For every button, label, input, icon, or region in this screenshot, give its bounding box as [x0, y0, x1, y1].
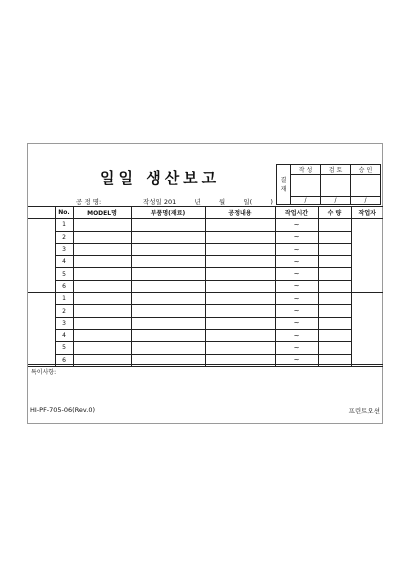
cell-quantity[interactable] — [318, 293, 351, 305]
row-no: 3 — [55, 243, 73, 255]
cell-work-time[interactable]: ~ — [275, 305, 318, 317]
cell-model[interactable] — [73, 243, 131, 255]
cell-model[interactable] — [73, 317, 131, 329]
year-label: 년 — [194, 198, 201, 206]
approval-col-approve: 승 인 — [351, 165, 381, 175]
cell-quantity[interactable] — [318, 317, 351, 329]
day-close: ) — [270, 198, 273, 206]
cell-work-time[interactable]: ~ — [275, 280, 318, 292]
cell-part[interactable] — [131, 317, 205, 329]
table-row[interactable] — [28, 293, 383, 305]
cell-work-time[interactable]: ~ — [275, 354, 318, 366]
cell-work-time[interactable]: ~ — [275, 243, 318, 255]
row-no: 3 — [55, 317, 73, 329]
header-part: 부품명(재료) — [131, 207, 205, 219]
table-row[interactable] — [28, 280, 383, 292]
approval-side-label: 결 재 — [277, 165, 291, 205]
cell-work-time[interactable]: ~ — [275, 256, 318, 268]
cell-quantity[interactable] — [318, 243, 351, 255]
row-no: 1 — [55, 293, 73, 305]
cell-process[interactable] — [205, 329, 275, 341]
cell-quantity[interactable] — [318, 329, 351, 341]
table-row[interactable] — [28, 329, 383, 341]
month-label: 월 — [218, 198, 226, 206]
approval-col-review: 검 토 — [321, 165, 351, 175]
cell-model[interactable] — [73, 305, 131, 317]
header-model: MODEL명 — [73, 207, 131, 219]
table-row[interactable] — [28, 342, 383, 354]
cell-process[interactable] — [205, 305, 275, 317]
cell-quantity[interactable] — [318, 305, 351, 317]
cell-part[interactable] — [131, 293, 205, 305]
created-label: 작성일 201 — [143, 198, 177, 206]
process-name-label: 공 정 명: — [76, 198, 102, 206]
header-work-time: 작업시간 — [275, 207, 318, 219]
table-row[interactable] — [28, 243, 383, 255]
cell-model[interactable] — [73, 293, 131, 305]
cell-quantity[interactable] — [318, 256, 351, 268]
cell-process[interactable] — [205, 231, 275, 243]
cell-process[interactable] — [205, 293, 275, 305]
table-row[interactable] — [28, 256, 383, 268]
cell-model[interactable] — [73, 256, 131, 268]
cell-process[interactable] — [205, 342, 275, 354]
day-label: 일( — [243, 198, 253, 206]
header-process: 공정내용 — [205, 207, 275, 219]
company-name: 프린트오션 — [348, 407, 380, 415]
cell-process[interactable] — [205, 219, 275, 231]
cell-part[interactable] — [131, 256, 205, 268]
approval-sign-write[interactable] — [291, 175, 321, 197]
page-title: 일일 생산보고 — [100, 169, 221, 187]
header-no: No. — [55, 207, 73, 219]
notes-label: 특이사항: — [31, 369, 57, 376]
approval-sign-approve[interactable] — [351, 175, 381, 197]
cell-quantity[interactable] — [318, 268, 351, 280]
cell-model[interactable] — [73, 280, 131, 292]
cell-work-time[interactable]: ~ — [275, 293, 318, 305]
document-code: HI-PF-705-06(Rev.0) — [30, 406, 96, 414]
header-worker: 작업자 — [351, 207, 383, 219]
group-1-label — [28, 219, 55, 293]
approval-date-write: / — [291, 197, 321, 205]
cell-quantity[interactable] — [318, 219, 351, 231]
cell-part[interactable] — [131, 243, 205, 255]
group-label-header — [28, 207, 55, 219]
production-table — [28, 206, 383, 367]
table-row[interactable] — [28, 219, 383, 231]
group-1-worker[interactable] — [351, 219, 383, 293]
cell-quantity[interactable] — [318, 342, 351, 354]
cell-work-time[interactable]: ~ — [275, 329, 318, 341]
group-2-label — [28, 293, 55, 367]
cell-part[interactable] — [131, 280, 205, 292]
cell-part[interactable] — [131, 305, 205, 317]
cell-work-time[interactable]: ~ — [275, 231, 318, 243]
cell-work-time[interactable]: ~ — [275, 342, 318, 354]
cell-process[interactable] — [205, 280, 275, 292]
cell-process[interactable] — [205, 317, 275, 329]
table-row[interactable] — [28, 268, 383, 280]
cell-model[interactable] — [73, 342, 131, 354]
row-no: 4 — [55, 329, 73, 341]
cell-process[interactable] — [205, 243, 275, 255]
table-row[interactable] — [28, 305, 383, 317]
cell-model[interactable] — [73, 329, 131, 341]
table-row[interactable] — [28, 231, 383, 243]
row-no: 5 — [55, 268, 73, 280]
row-no: 4 — [55, 256, 73, 268]
approval-date-review: / — [321, 197, 351, 205]
approval-sign-review[interactable] — [321, 175, 351, 197]
group-2-worker[interactable] — [351, 293, 383, 367]
cell-work-time[interactable]: ~ — [275, 317, 318, 329]
notes-area[interactable] — [28, 364, 383, 397]
cell-process[interactable] — [205, 268, 275, 280]
cell-process[interactable] — [205, 256, 275, 268]
approval-col-write: 작 성 — [291, 165, 321, 175]
table-header-row — [28, 207, 383, 219]
row-no: 2 — [55, 231, 73, 243]
row-no: 6 — [55, 280, 73, 292]
header-quantity: 수 량 — [318, 207, 351, 219]
row-no: 6 — [55, 354, 73, 366]
creation-date-line — [143, 197, 273, 206]
row-no: 1 — [55, 219, 73, 231]
cell-quantity[interactable] — [318, 231, 351, 243]
table-row[interactable] — [28, 317, 383, 329]
row-no: 5 — [55, 342, 73, 354]
cell-part[interactable] — [131, 342, 205, 354]
approval-box — [276, 164, 381, 205]
cell-part[interactable] — [131, 329, 205, 341]
cell-part[interactable] — [131, 219, 205, 231]
cell-quantity[interactable] — [318, 280, 351, 292]
cell-model[interactable] — [73, 231, 131, 243]
cell-work-time[interactable]: ~ — [275, 219, 318, 231]
approval-date-approve: / — [351, 197, 381, 205]
cell-part[interactable] — [131, 231, 205, 243]
cell-work-time[interactable]: ~ — [275, 268, 318, 280]
cell-model[interactable] — [73, 268, 131, 280]
row-no: 2 — [55, 305, 73, 317]
cell-model[interactable] — [73, 219, 131, 231]
cell-part[interactable] — [131, 268, 205, 280]
